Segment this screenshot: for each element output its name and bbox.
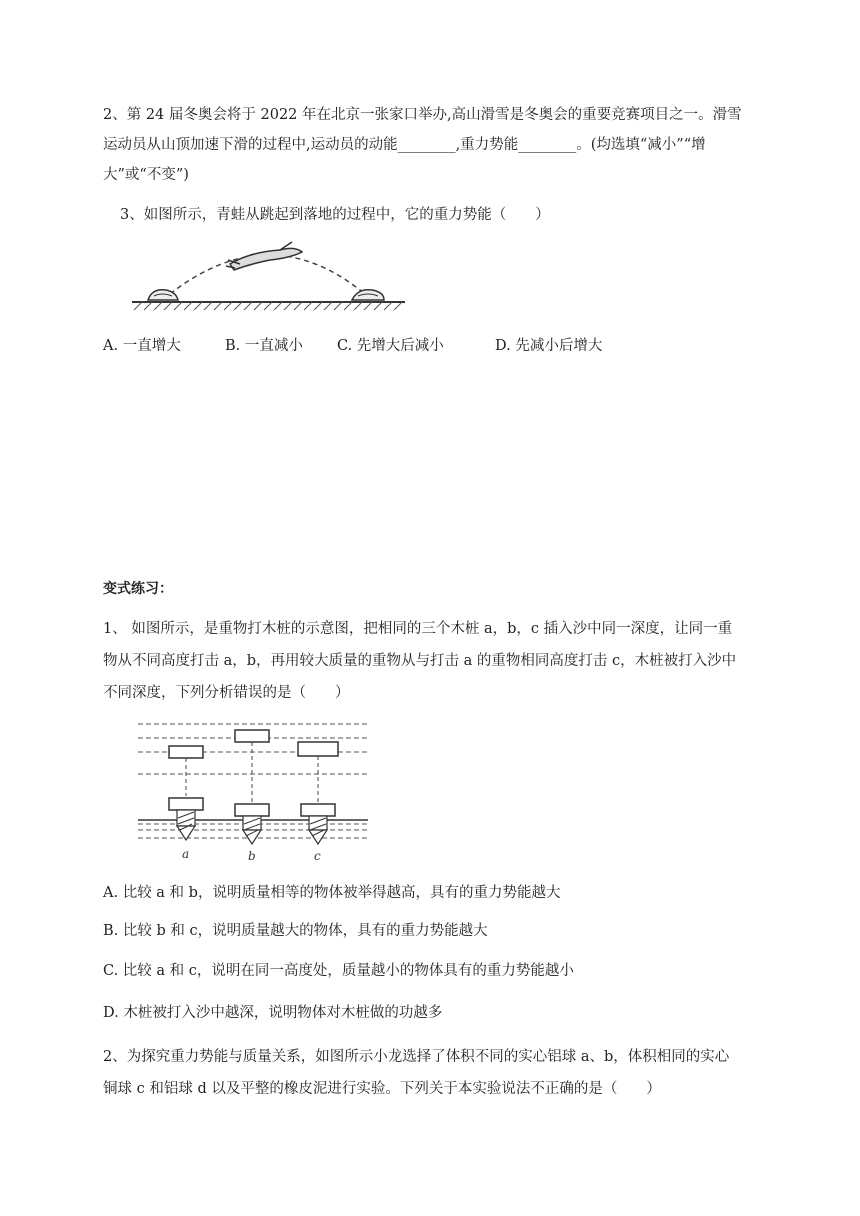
variant-q1-line1: 1、 如图所示，是重物打木桩的示意图，把相同的三个木桩 a，b，c 插入沙中同一深度，让同一重 xyxy=(103,621,733,637)
variant-q1-line2: 物从不同高度打击 a，b，再用较大质量的重物从与打击 a 的重物相同高度打击 c，木桩被打入沙中 xyxy=(103,653,737,669)
variant-q2-line1: 2、为探究重力势能与质量关系，如图所示小龙选择了体积不同的实心铝球 a、b，体积相同的实心 xyxy=(103,1049,730,1065)
pile-label-a: a xyxy=(182,847,190,861)
question-3-stem: 3、如图所示，青蛙从跳起到落地的过程中，它的重力势能（ ） xyxy=(120,207,550,223)
question-2-line1: 2、第 24 届冬奥会将于 2022 年在北京一张家口举办,高山滑雪是冬奥会的重要竞赛项目之一。滑雪 xyxy=(103,107,742,123)
option-a[interactable]: A. 一直增大 xyxy=(103,338,181,354)
variant-q1-option-c[interactable]: C. 比较 a 和 c，说明在同一高度处，质量越小的物体具有的重力势能越小 xyxy=(103,963,574,979)
pile-label-b: b xyxy=(248,849,256,863)
variant-q1-option-d[interactable]: D. 木桩被打入沙中越深，说明物体对木桩做的功越多 xyxy=(103,1005,443,1021)
question-2-line2: 运动员从山顶加速下滑的过程中,运动员的动能________,重力势能________。(均选填“减小”“增 xyxy=(103,137,706,153)
variant-heading: 变式练习： xyxy=(103,581,173,597)
pile-label-c: c xyxy=(314,849,321,863)
question-2-line3: 大”或“不变”) xyxy=(103,167,189,183)
variant-q1-line3: 不同深度，下列分析错误的是（ ） xyxy=(103,685,350,701)
option-d[interactable]: D. 先减小后增大 xyxy=(495,338,603,354)
variant-q1-option-b[interactable]: B. 比较 b 和 c，说明质量越大的物体，具有的重力势能越大 xyxy=(103,923,488,939)
variant-q1-option-a[interactable]: A. 比较 a 和 b，说明质量相等的物体被举得越高，具有的重力势能越大 xyxy=(103,885,561,901)
pile-driver-figure xyxy=(138,718,368,864)
variant-q2-line2: 铜球 c 和铝球 d 以及平整的橡皮泥进行实验。下列关于本实验说法不正确的是（ ） xyxy=(103,1081,661,1097)
frog-jump-figure xyxy=(130,236,410,316)
question-3-options xyxy=(103,334,763,358)
option-b[interactable]: B. 一直减小 xyxy=(225,338,303,354)
option-c[interactable]: C. 先增大后减小 xyxy=(337,338,444,354)
